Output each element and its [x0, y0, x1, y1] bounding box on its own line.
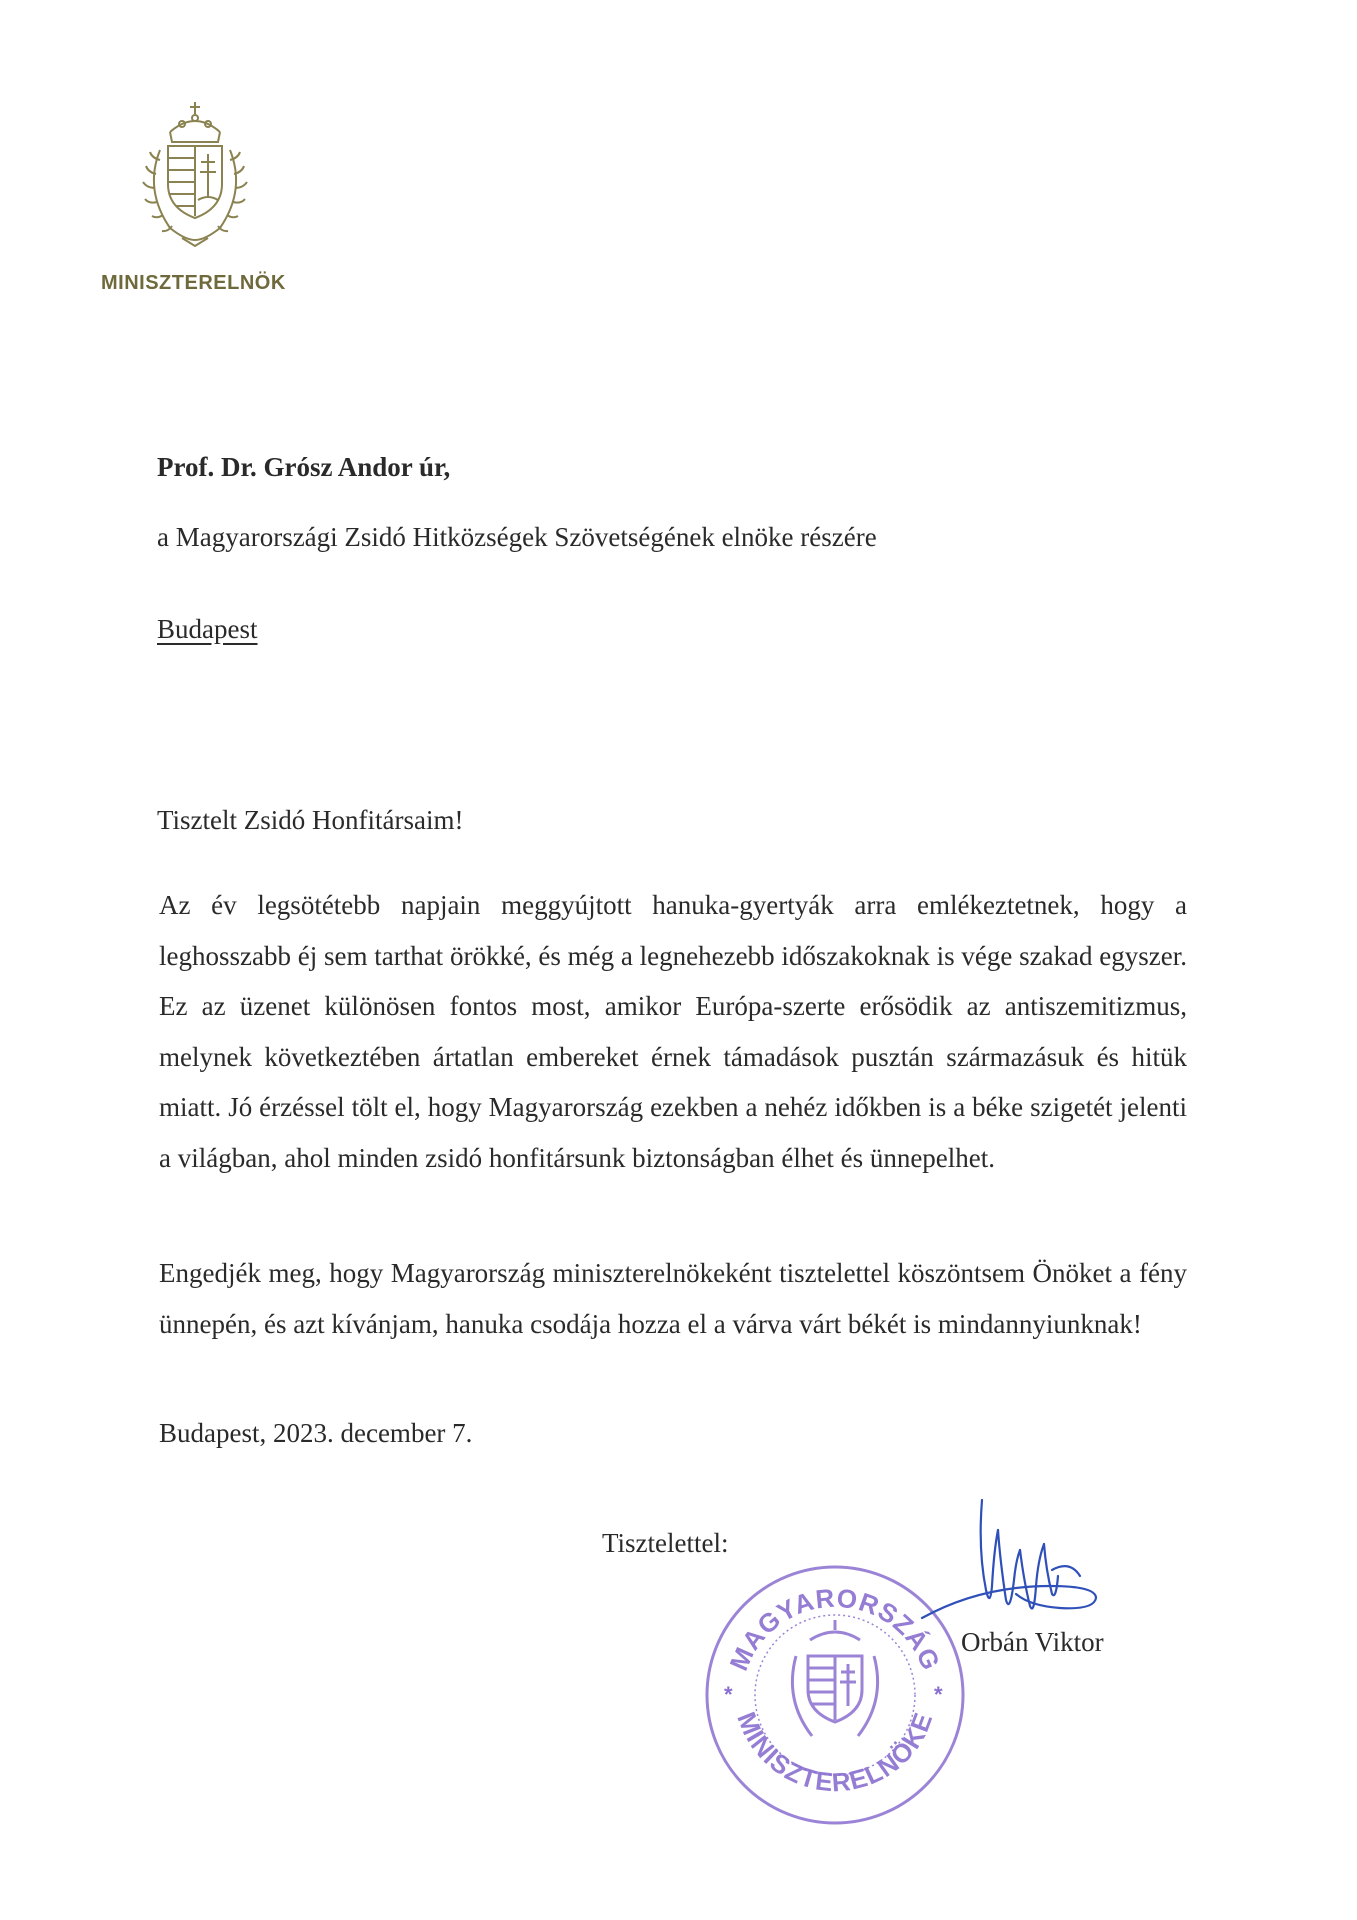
seal-star-right: *	[934, 1682, 943, 1707]
coat-of-arms-icon	[130, 100, 260, 250]
recipient-name: Prof. Dr. Grósz Andor úr,	[157, 452, 451, 482]
seal-top-text: MAGYARORSZÁG	[723, 1582, 947, 1675]
seal-star-left: *	[724, 1682, 733, 1707]
office-title: MINISZTERELNÖK	[101, 272, 286, 294]
salutation: Tisztelt Zsidó Honfitársaim!	[157, 805, 464, 835]
handwritten-signature	[920, 1490, 1110, 1640]
dateline: Budapest, 2023. december 7.	[159, 1418, 473, 1448]
body-paragraph-1: Az év legsötétebb napjain meggyújtott hanuka-gyertyák arra emlékeztetnek, hogy a leghosszabb éj sem tarthat örökké, és még a legnehezebb időszakoknak is vége szakad egyszer. Ez az üzenet különösen fontos most, amikor Európa-szerte erősödik az antiszemitizmus, melynek következtében ártatlan embereket érnek támadások pusztán származásuk és hitük miatt. Jó érzéssel tölt el, hogy Magyarország ezekben a nehéz időkben is a béke szigetét jelenti a világban, ahol minden zsidó honfitársunk biztonságban élhet és ünnepelhet.	[159, 890, 1187, 1173]
recipient-city: Budapest	[157, 614, 258, 644]
signer-name: Orbán Viktor	[961, 1627, 1104, 1657]
body-paragraph-2: Engedjék meg, hogy Magyarország miniszterelnökeként tisztelettel köszöntsem Önöket a fény ünnepén, és azt kívánjam, hanuka csodája hozza el a várva várt békét is mindannyiunknak!	[159, 1258, 1187, 1339]
seal-bottom-text: MINISZTERELNÖKE	[731, 1707, 939, 1798]
closing: Tisztelettel:	[602, 1528, 729, 1558]
recipient-role: a Magyarországi Zsidó Hitközségek Szövetségének elnöke részére	[157, 522, 877, 552]
